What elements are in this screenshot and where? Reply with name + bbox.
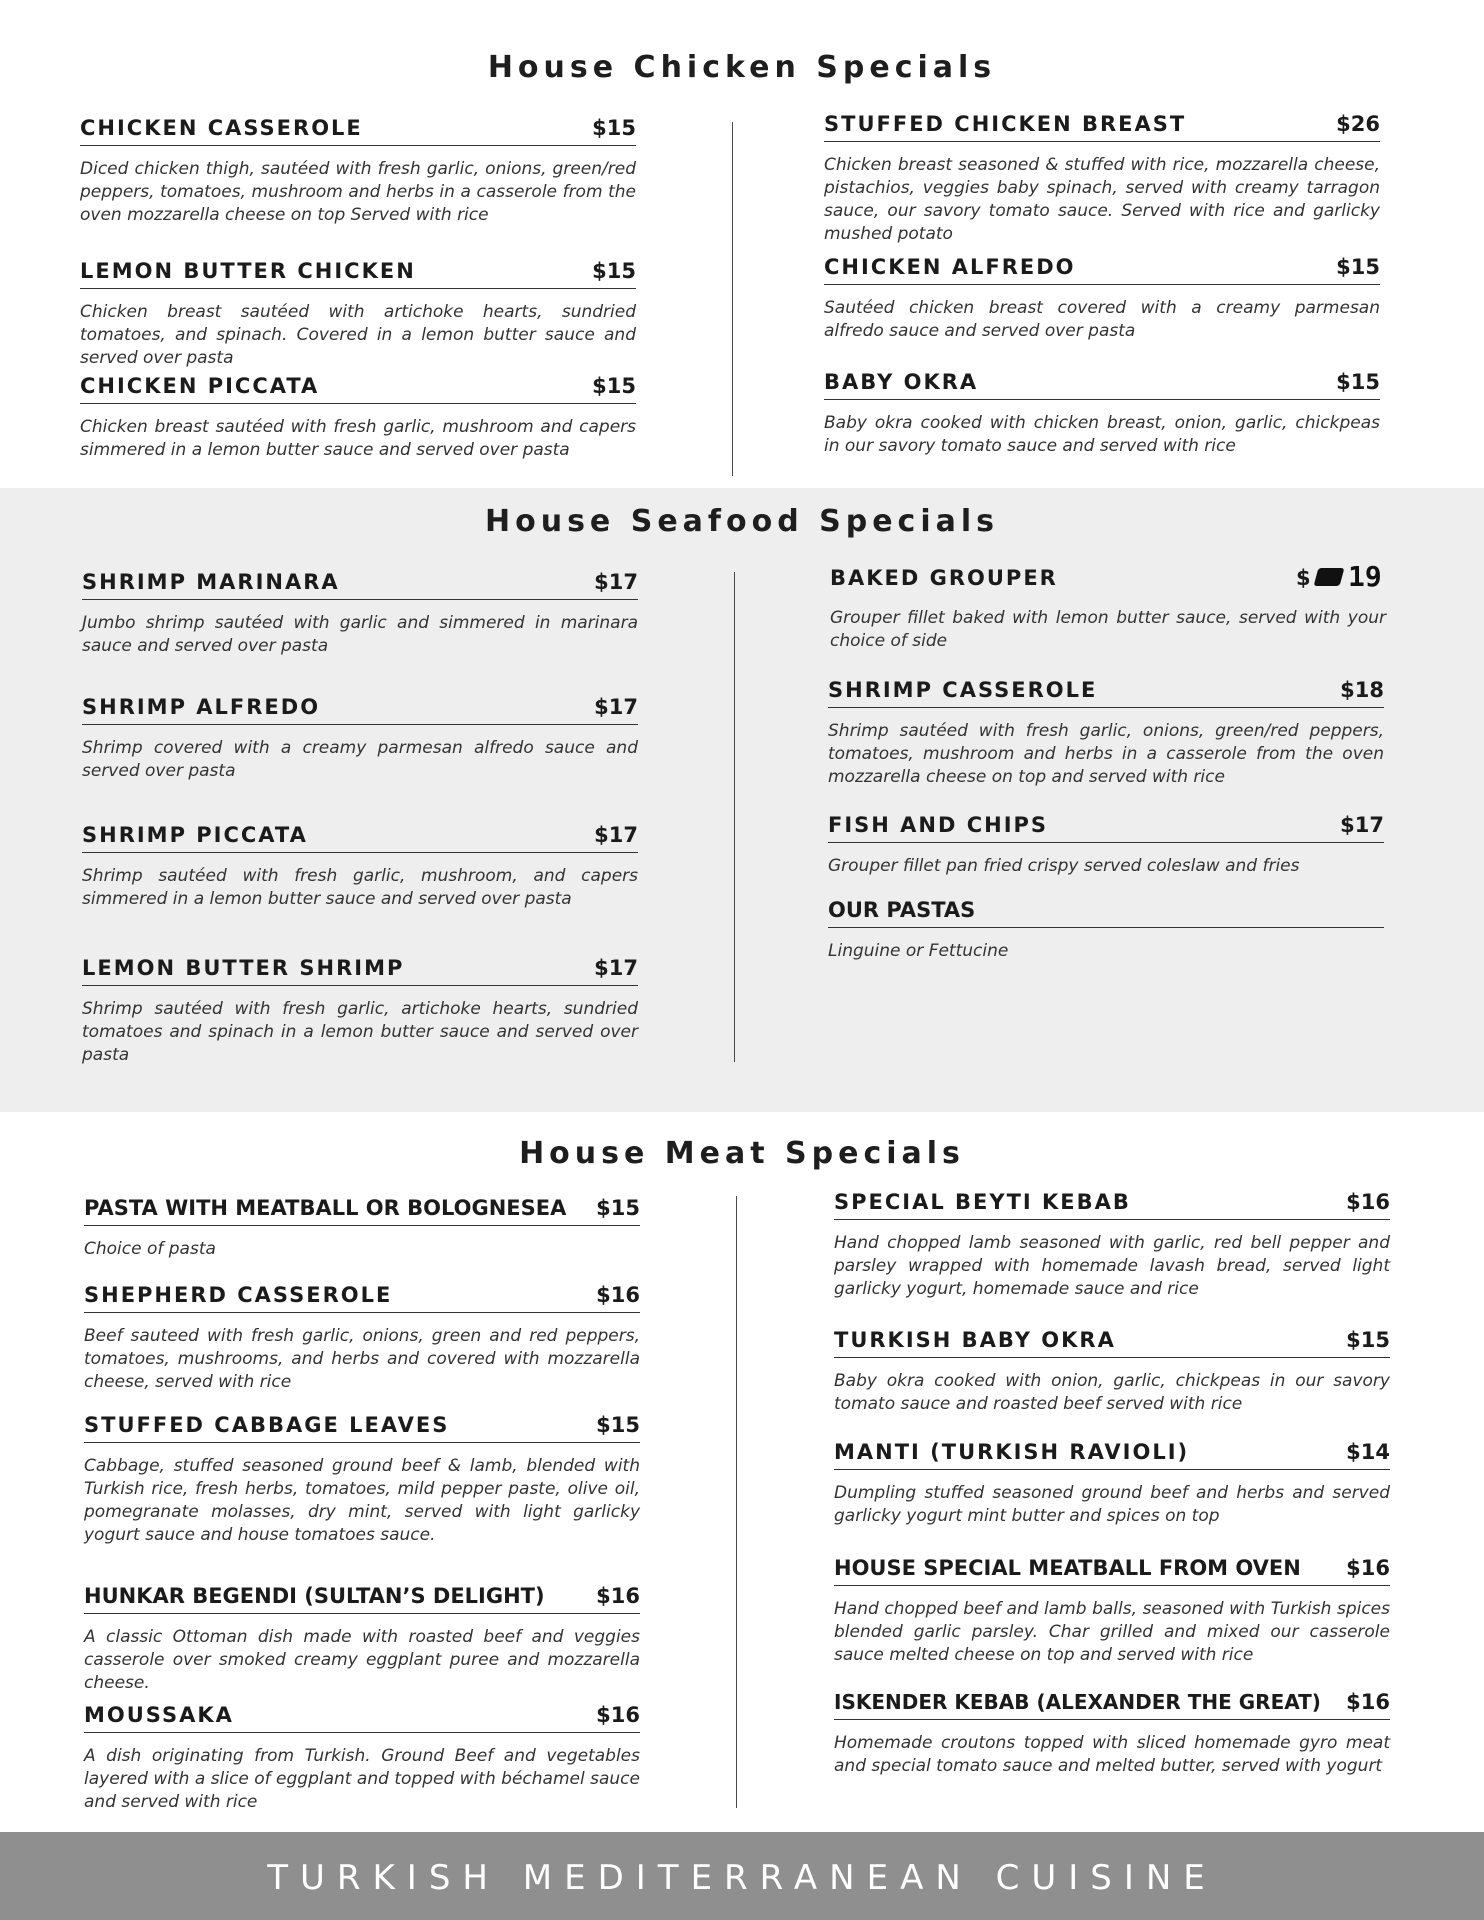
- item-price: $15: [596, 1196, 640, 1220]
- item-name: LEMON BUTTER SHRIMP: [82, 956, 405, 980]
- item-description: Cabbage, stuffed seasoned ground beef & lamb, blended with Turkish rice, fresh herbs, tomatoes, mild pepper paste, olive oil, pomegranate molasses, dry mint, served with light garlicky yogurt sauce and house tomatoes sauce.: [84, 1456, 640, 1545]
- menu-item: [82, 948, 638, 1067]
- menu-item: [834, 1548, 1390, 1667]
- item-name: PASTA WITH MEATBALL OR BOLOGNESEA: [84, 1196, 567, 1220]
- handwritten-price: 19: [1348, 560, 1382, 593]
- item-price: $16: [1346, 1690, 1390, 1714]
- item-price-dollar: $: [1296, 566, 1311, 590]
- seafood-section-title: House Seafood Specials: [485, 504, 999, 539]
- item-description: Baby okra cooked with onion, garlic, chickpeas in our savory tomato sauce and roasted beef served with rice: [834, 1371, 1390, 1414]
- item-description: Diced chicken thigh, sautéed with fresh garlic, onions, green/red peppers, tomatoes, mushroom and herbs in a casserole from the oven mozzarella cheese on top Served with rice: [80, 159, 636, 225]
- item-description: Linguine or Fettucine: [828, 941, 1009, 961]
- item-description: Shrimp sautéed with fresh garlic, artichoke hearts, sundried tomatoes and spinach in a lemon butter sauce and served over pasta: [82, 999, 638, 1065]
- menu-item: [828, 890, 1384, 963]
- item-description: Choice of pasta: [84, 1239, 216, 1259]
- item-description: Hand chopped lamb seasoned with garlic, red bell pepper and parsley wrapped with homemade lavash bread, served light garlicky yogurt, homemade sauce and rice: [834, 1233, 1390, 1299]
- chicken-section: [0, 0, 1484, 488]
- menu-item: [84, 1576, 640, 1695]
- item-name: STUFFED CHICKEN BREAST: [824, 112, 1187, 136]
- menu-item: [828, 670, 1384, 789]
- chicken-section-title: House Chicken Specials: [487, 50, 997, 85]
- item-name: HUNKAR BEGENDI (SULTAN’S DELIGHT): [84, 1584, 545, 1608]
- item-name: SHRIMP ALFREDO: [82, 695, 321, 719]
- item-description: Shrimp covered with a creamy parmesan alfredo sauce and served over pasta: [82, 738, 638, 781]
- menu-item: [830, 558, 1386, 653]
- item-price: $18: [1340, 678, 1384, 702]
- item-price: $16: [1346, 1556, 1390, 1580]
- item-description: Hand chopped beef and lamb balls, seasoned with Turkish spices blended garlic parsley. Char grilled and mixed our casserole sauce melted cheese on top and served with rice: [834, 1599, 1390, 1665]
- menu-item: [82, 815, 638, 911]
- item-name: SHEPHERD CASSEROLE: [84, 1283, 393, 1307]
- item-description: Baby okra cooked with chicken breast, onion, garlic, chickpeas in our savory tomato sauce and served with rice: [824, 413, 1380, 456]
- item-price: $17: [1340, 813, 1384, 837]
- item-description: Chicken breast sautéed with artichoke hearts, sundried tomatoes, and spinach. Covered in a lemon butter sauce and served over pasta: [80, 302, 636, 368]
- menu-item: [84, 1188, 640, 1261]
- item-name: TURKISH BABY OKRA: [834, 1328, 1116, 1352]
- item-price: $15: [1336, 370, 1380, 394]
- menu-item: [834, 1320, 1390, 1416]
- meat-section: [0, 1112, 1484, 1832]
- item-description: Chicken breast sautéed with fresh garlic, mushroom and capers simmered in a lemon butter sauce and served over pasta: [80, 417, 636, 460]
- item-price: $16: [596, 1584, 640, 1608]
- seafood-section: [0, 488, 1484, 1112]
- meat-section-title: House Meat Specials: [519, 1136, 965, 1171]
- footer-tagline: TURKISH MEDITERRANEAN CUISINE: [267, 1858, 1217, 1898]
- item-name: HOUSE SPECIAL MEATBALL FROM OVEN: [834, 1556, 1301, 1580]
- item-name: MANTI (TURKISH RAVIOLI): [834, 1440, 1190, 1464]
- item-description: Beef sauteed with fresh garlic, onions, green and red peppers, tomatoes, mushrooms, and herbs and covered with mozzarella cheese, served with rice: [84, 1326, 640, 1392]
- item-price: $17: [594, 823, 638, 847]
- column-divider: [732, 122, 733, 476]
- column-divider: [736, 1196, 737, 1808]
- menu-item: [82, 687, 638, 783]
- price-scribble: [1314, 568, 1345, 586]
- item-name: SHRIMP MARINARA: [82, 570, 340, 594]
- item-description: Shrimp sautéed with fresh garlic, onions, green/red peppers, tomatoes, mushroom and herbs in a casserole from the oven mozzarella cheese on top and served with rice: [828, 721, 1384, 787]
- menu-item: [80, 251, 636, 370]
- item-price: $16: [1346, 1190, 1390, 1214]
- item-name: SHRIMP CASSEROLE: [828, 678, 1098, 702]
- item-price: $16: [596, 1703, 640, 1727]
- item-price: $26: [1336, 112, 1380, 136]
- menu-item: [84, 1405, 640, 1547]
- menu-item: [828, 805, 1384, 878]
- item-description: Grouper fillet baked with lemon butter sauce, served with your choice of side: [830, 608, 1386, 651]
- item-price: $15: [1336, 255, 1380, 279]
- item-name: FISH AND CHIPS: [828, 813, 1049, 837]
- item-name: SHRIMP PICCATA: [82, 823, 308, 847]
- menu-item: [824, 362, 1380, 458]
- menu-item: [824, 104, 1380, 246]
- item-price: $17: [594, 570, 638, 594]
- menu-item: [84, 1275, 640, 1394]
- menu-item: [84, 1695, 640, 1814]
- item-price: $17: [594, 956, 638, 980]
- item-price: $15: [592, 259, 636, 283]
- item-name: ISKENDER KEBAB (ALEXANDER THE GREAT): [834, 1690, 1321, 1714]
- menu-item: [834, 1682, 1390, 1778]
- item-name: SPECIAL BEYTI KEBAB: [834, 1190, 1131, 1214]
- item-name: BAKED GROUPER: [830, 566, 1058, 590]
- menu-item: [834, 1182, 1390, 1301]
- menu-item: [80, 366, 636, 462]
- item-name: STUFFED CABBAGE LEAVES: [84, 1413, 450, 1437]
- item-name: MOUSSAKA: [84, 1703, 234, 1727]
- item-price: $15: [592, 374, 636, 398]
- item-price: $15: [592, 116, 636, 140]
- item-description: Grouper fillet pan fried crispy served coleslaw and fries: [828, 856, 1300, 876]
- item-description: A dish originating from Turkish. Ground Beef and vegetables layered with a slice of eggplant and topped with béchamel sauce and served with rice: [84, 1746, 640, 1812]
- item-price: $16: [596, 1283, 640, 1307]
- footer-banner: [0, 1832, 1484, 1920]
- item-price: $15: [596, 1413, 640, 1437]
- item-price: $17: [594, 695, 638, 719]
- item-description: A classic Ottoman dish made with roasted beef and veggies casserole over smoked creamy eggplant puree and mozzarella cheese.: [84, 1627, 640, 1693]
- item-name: OUR PASTAS: [828, 898, 976, 922]
- item-price: $14: [1346, 1440, 1390, 1464]
- menu-item: [82, 562, 638, 658]
- item-description: Shrimp sautéed with fresh garlic, mushroom, and capers simmered in a lemon butter sauce and served over pasta: [82, 866, 638, 909]
- item-description: Chicken breast seasoned & stuffed with rice, mozzarella cheese, pistachios, veggies baby spinach, served with creamy tarragon sauce, our savory tomato sauce. Served with rice and garlicky mushed potato: [824, 155, 1380, 244]
- item-price: [1296, 560, 1386, 593]
- item-description: Dumpling stuffed seasoned ground beef and herbs and served garlicky yogurt mint butter and spices on top: [834, 1483, 1390, 1526]
- item-name: CHICKEN PICCATA: [80, 374, 320, 398]
- item-name: LEMON BUTTER CHICKEN: [80, 259, 416, 283]
- item-name: CHICKEN ALFREDO: [824, 255, 1076, 279]
- menu-item: [824, 247, 1380, 343]
- item-name: CHICKEN CASSEROLE: [80, 116, 363, 140]
- item-description: Sautéed chicken breast covered with a creamy parmesan alfredo sauce and served over pasta: [824, 298, 1380, 341]
- item-price: $15: [1346, 1328, 1390, 1352]
- item-description: Jumbo shrimp sautéed with garlic and simmered in marinara sauce and served over pasta: [82, 613, 638, 656]
- item-name: BABY OKRA: [824, 370, 979, 394]
- item-description: Homemade croutons topped with sliced homemade gyro meat and special tomato sauce and melted butter, served with yogurt: [834, 1733, 1390, 1776]
- menu-item: [834, 1432, 1390, 1528]
- column-divider: [734, 572, 735, 1062]
- menu-item: [80, 108, 636, 227]
